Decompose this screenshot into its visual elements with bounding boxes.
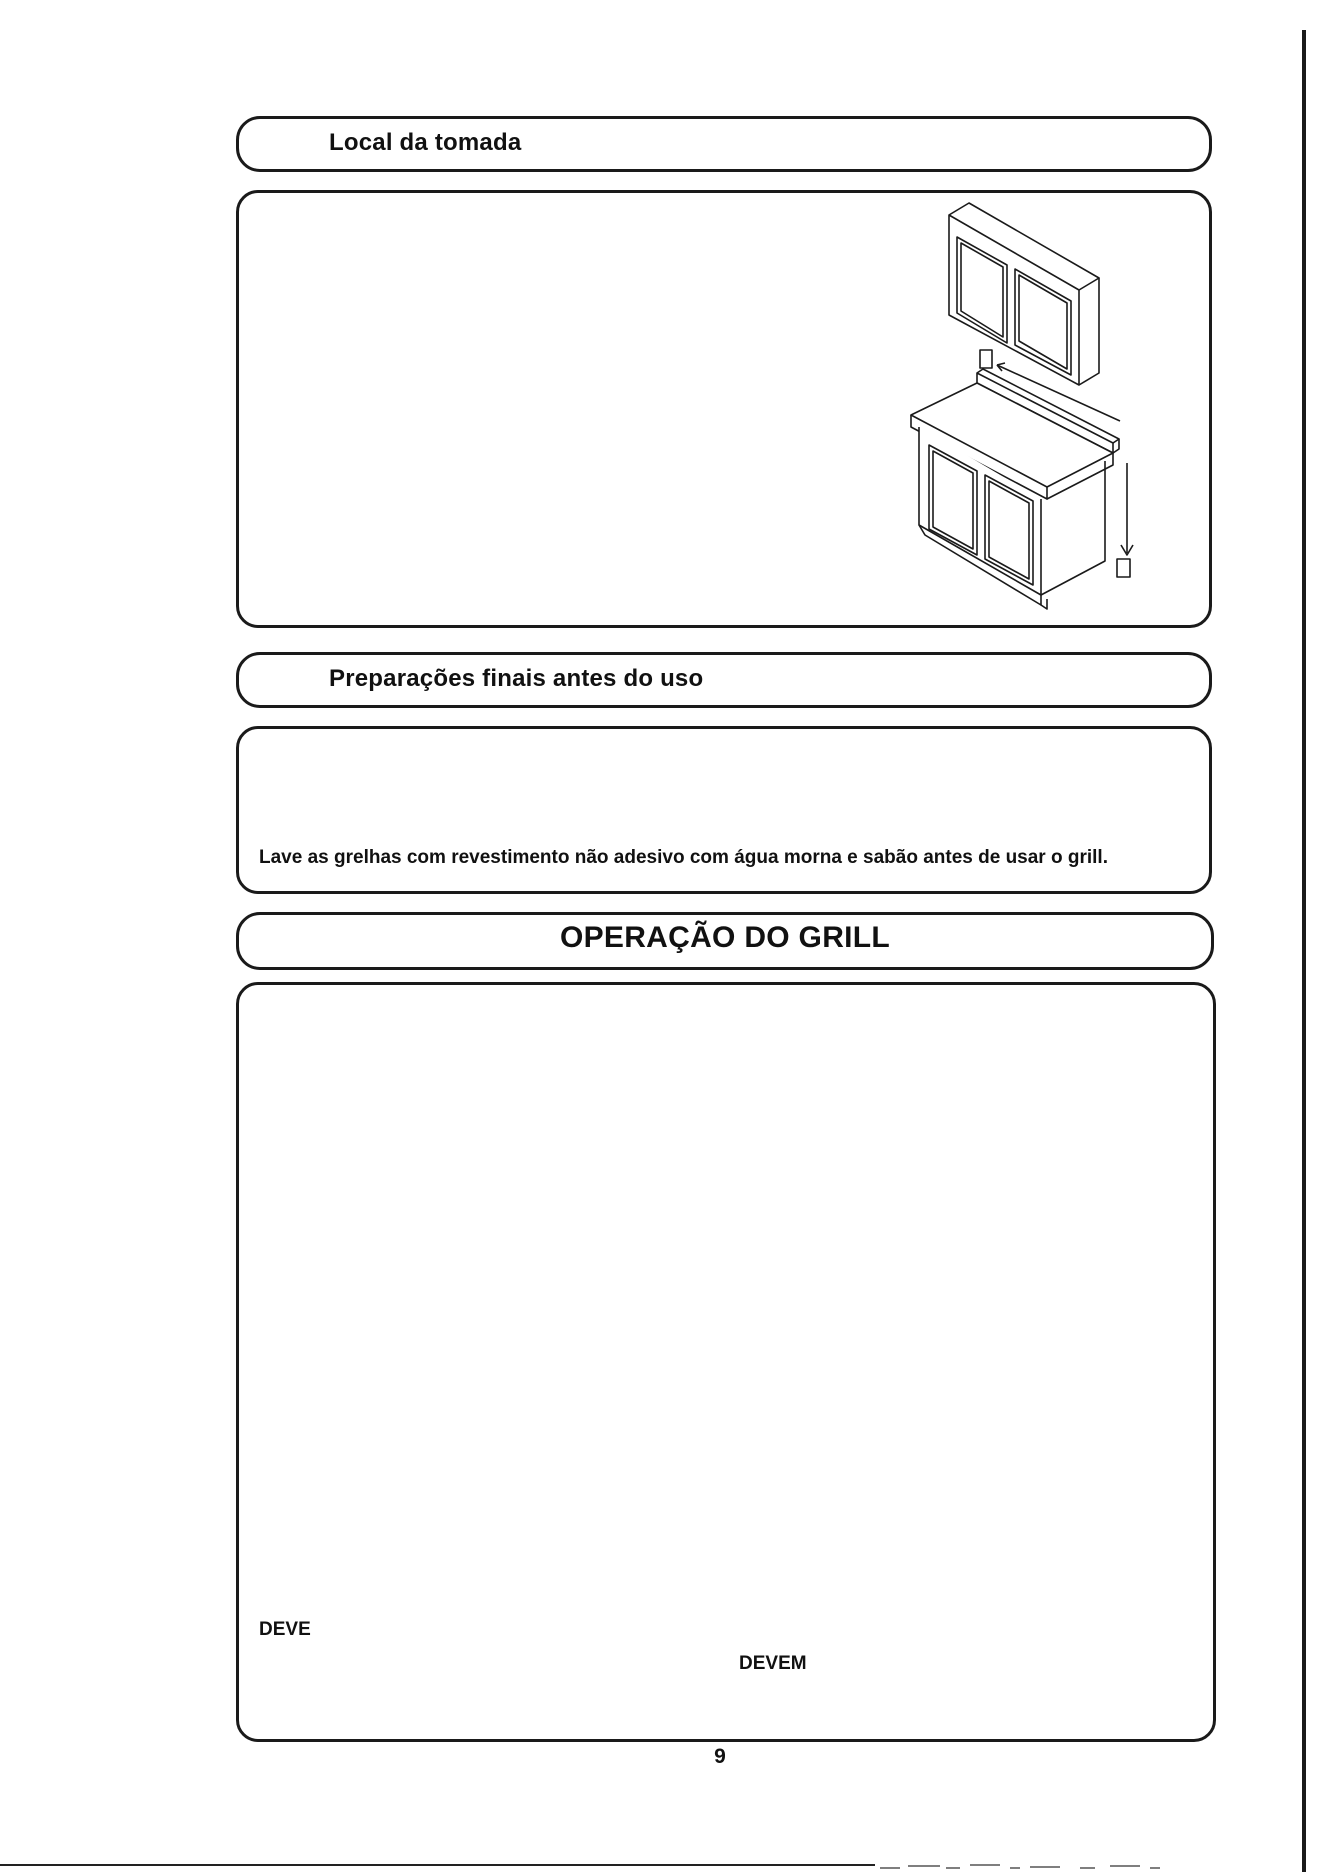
outlet-location-header xyxy=(236,116,1212,172)
final-preparations-content xyxy=(236,726,1212,894)
page-number: 9 xyxy=(714,1745,726,1768)
outlet-location-title: Local da tomada xyxy=(329,129,522,156)
scan-artifact xyxy=(880,1862,1180,1870)
grill-operation-word-deve: DEVE xyxy=(259,1619,311,1640)
kitchen-cabinet-outlet-diagram xyxy=(895,195,1135,620)
final-preparations-text: Lave as grelhas com revestimento não adesivo com água morna e sabão antes de usar o grill. xyxy=(259,847,1108,868)
cabinet-diagram-svg xyxy=(895,195,1135,620)
grill-operation-header xyxy=(236,912,1214,970)
page-edge-rule xyxy=(1302,30,1306,1872)
final-preparations-title: Preparações finais antes do uso xyxy=(329,665,704,692)
page-bottom-rule xyxy=(0,1864,875,1866)
grill-operation-word-devem: DEVEM xyxy=(739,1653,807,1674)
grill-operation-title: OPERAÇÃO DO GRILL xyxy=(559,921,891,954)
final-preparations-header xyxy=(236,652,1212,708)
grill-operation-content xyxy=(236,982,1216,1742)
